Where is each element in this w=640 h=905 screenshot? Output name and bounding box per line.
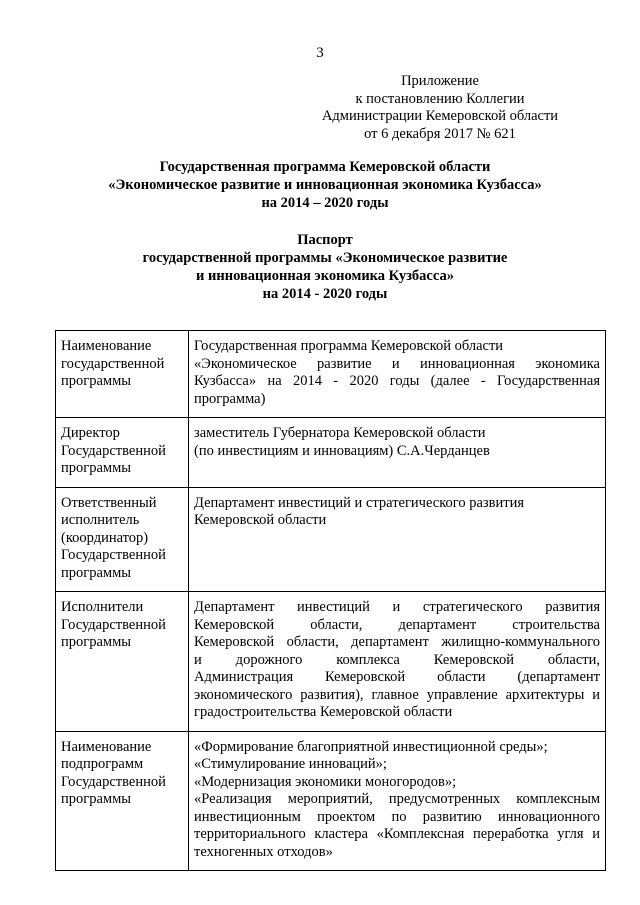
value-line: Департамент инвестиций и стратегического развития: [194, 494, 525, 511]
program-title-line: Государственная программа Кемеровской области: [159, 159, 491, 175]
label-line: Государственной: [61, 442, 166, 459]
label-line: программы: [61, 791, 131, 807]
value-line: Кемеровской области: [194, 512, 327, 528]
value-line: и дорожного комплекса Кемеровской области,: [194, 651, 600, 668]
passport-title-line: на 2014 - 2020 годы: [262, 286, 388, 302]
value-line: программа): [194, 390, 266, 407]
passport-title-line: и инновационная экономика Кузбасса»: [196, 268, 454, 284]
label-line: Ответственный: [61, 494, 157, 511]
row-value-cell: [189, 487, 606, 592]
label-line: Директор: [61, 425, 120, 441]
label-line: программы: [61, 460, 131, 476]
passport-title-line: государственной программы «Экономическое развитие: [142, 250, 508, 266]
row-label-cell: [56, 731, 189, 871]
value-line: Администрация Кемеровской области (департамент: [194, 669, 600, 685]
value-line: территориального кластера «Комплексная переработка угля и: [194, 826, 600, 842]
table-row: [56, 487, 606, 592]
passport-table: [55, 330, 606, 871]
table-row: [56, 592, 606, 732]
value-line: Кузбасса» на 2014 - 2020 годы (далее - Государственная: [194, 373, 600, 389]
label-line: исполнитель: [61, 512, 140, 528]
value-line: (по инвестициям и инновациям) С.А.Черданцев: [194, 442, 490, 459]
value-line: Департамент инвестиций и стратегического развития: [194, 599, 600, 615]
value-line: техногенных отходов»: [194, 843, 333, 860]
appendix-header: [300, 73, 580, 143]
row-label-cell: [56, 487, 189, 592]
program-title-line: на 2014 – 2020 годы: [261, 195, 389, 211]
label-line: Наименование: [61, 738, 152, 755]
table-row: [56, 418, 606, 488]
value-line: заместитель Губернатора Кемеровской области: [194, 425, 486, 441]
program-title-line: «Экономическое развитие и инновационная экономика Кузбасса»: [108, 177, 542, 193]
row-label-cell: [56, 592, 189, 732]
program-title: [40, 158, 610, 212]
row-value-cell: [189, 731, 606, 871]
value-line: экономического развития), главное управление архитектуры и: [194, 686, 600, 703]
value-line: Государственная программа Кемеровской области: [194, 338, 504, 354]
value-line: Кемеровской области, департамент строительства: [194, 616, 600, 633]
row-value-cell: [189, 331, 606, 418]
passport-title-line: Паспорт: [297, 232, 353, 248]
label-line: (координатор): [61, 529, 149, 546]
appendix-line: от 6 декабря 2017 № 621: [364, 125, 516, 142]
value-line: инвестиционным проектом по развитию инновационного: [194, 808, 600, 825]
value-line: «Формирование благоприятной инвестиционной среды»;: [194, 738, 548, 755]
row-value-cell: [189, 592, 606, 732]
appendix-line: Администрации Кемеровской области: [321, 108, 559, 124]
label-line: Государственной: [61, 773, 166, 790]
table-row: [56, 731, 606, 871]
value-line: «Стимулирование инноваций»;: [194, 756, 387, 772]
row-label-cell: [56, 418, 189, 488]
label-line: подпрограмм: [61, 756, 144, 772]
label-line: Наименование: [61, 338, 152, 354]
appendix-line: Приложение: [401, 73, 479, 89]
label-line: Исполнители: [61, 599, 144, 615]
label-line: программы: [61, 634, 131, 650]
value-line: «Реализация мероприятий, предусмотренных комплексным: [194, 791, 600, 807]
appendix-line: к постановлению Коллегии: [355, 90, 525, 107]
label-line: программы: [61, 373, 131, 389]
passport-title: [40, 231, 610, 303]
value-line: градостроительства Кемеровской области: [194, 704, 453, 720]
value-line: Кемеровской области, департамент жилищно-коммунального: [194, 634, 600, 650]
page-number: 3: [316, 45, 324, 61]
label-line: Государственной: [61, 547, 166, 563]
value-line: «Модернизация экономики моногородов»;: [194, 773, 457, 790]
row-label-cell: [56, 331, 189, 418]
label-line: программы: [61, 564, 131, 581]
table-row: [56, 331, 606, 418]
label-line: Государственной: [61, 616, 166, 633]
row-value-cell: [189, 418, 606, 488]
value-line: «Экономическое развитие и инновационная экономика: [194, 355, 600, 372]
label-line: государственной: [61, 355, 165, 372]
